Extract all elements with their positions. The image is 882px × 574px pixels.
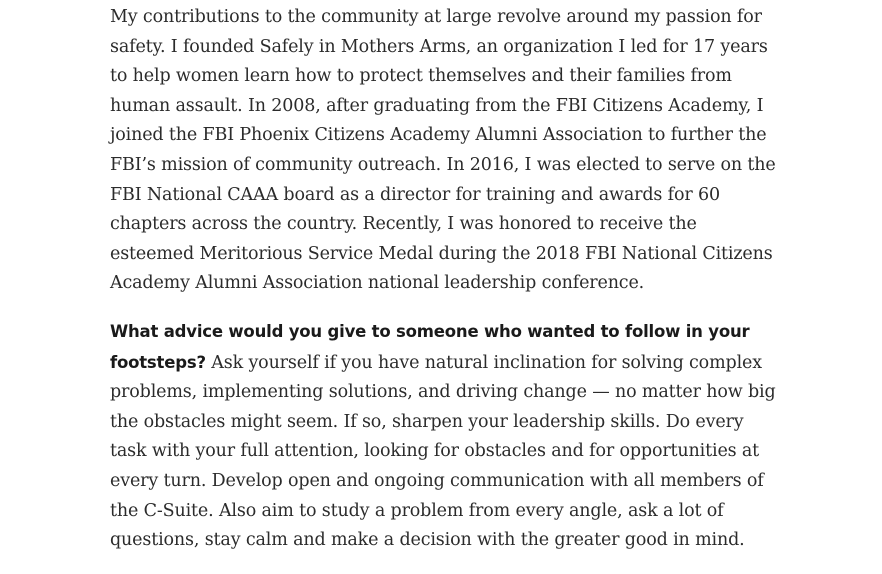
interview-answer: Ask yourself if you have natural inclination for solving complex problems, implementing solutions, and driving change — no matter how big the obstacles might seem. If so, sharpen your leadership skills. Do every task with your full attention, looking for obstacles and for opportunities at every turn. Develop open and ongoing communication with all members of the C-Suite. Also aim to study a problem from every angle, ask a lot of questions, stay calm and make a decision with the greater good in mind. xyxy=(110,352,776,551)
paragraph-advice xyxy=(110,317,782,556)
article-body xyxy=(110,3,782,574)
interview-question: What advice would you give to someone who wanted to follow in your footsteps? xyxy=(110,321,750,372)
paragraph-community-contributions: My contributions to the community at large revolve around my passion for safety. I founded Safely in Mothers Arms, an organization I led for 17 years to help women learn how to protect themselves and their families from human assault. In 2008, after graduating from the FBI Citizens Academy, I joined the FBI Phoenix Citizens Academy Alumni Association to further the FBI’s mission of community outreach. In 2016, I was elected to serve on the FBI National CAAA board as a director for training and awards for 60 chapters across the country. Recently, I was honored to receive the esteemed Meritorious Service Medal during the 2018 FBI National Citizens Academy Alumni Association national leadership conference. xyxy=(110,7,776,294)
